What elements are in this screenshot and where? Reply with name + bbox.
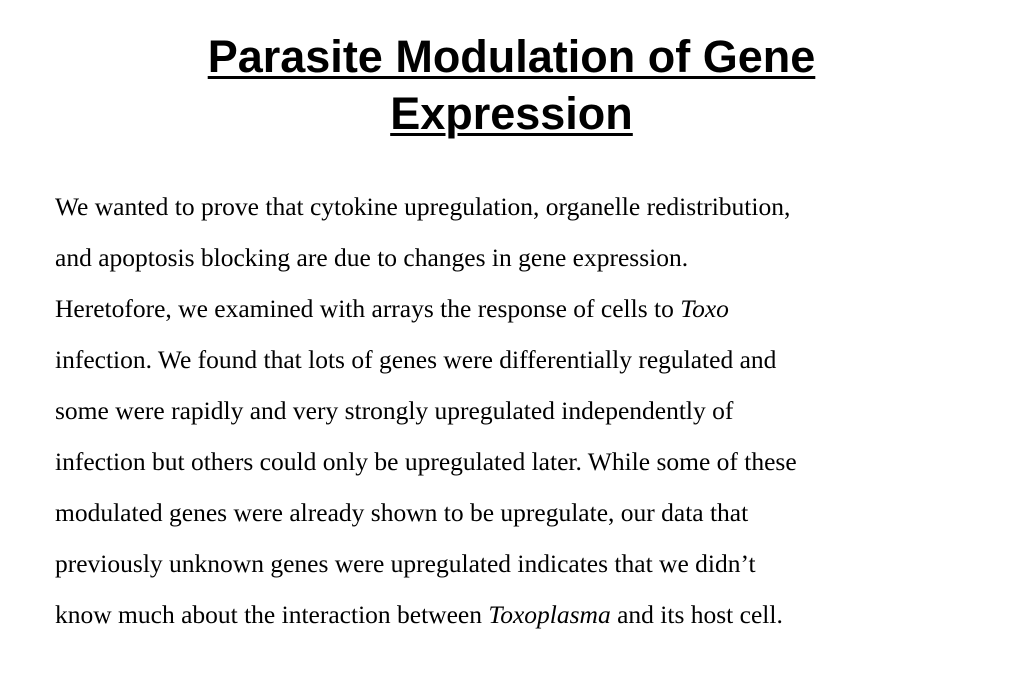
slide-body xyxy=(55,181,985,640)
slide-title-line-1: Parasite Modulation of Gene xyxy=(207,31,816,82)
slide-title-line-2: Expression xyxy=(390,88,633,139)
body-line-4: infection. We found that lots of genes were differentially regulated and xyxy=(55,345,777,374)
body-line-9-after: and its host cell. xyxy=(610,600,783,629)
body-line-2: and apoptosis blocking are due to changes in gene expression. xyxy=(55,243,689,272)
toxo-italic-term: Toxo xyxy=(680,294,729,323)
body-line-1: We wanted to prove that cytokine upregulation, organelle redistribution, xyxy=(55,192,791,221)
body-line-5: some were rapidly and very strongly upregulated independently of xyxy=(55,396,734,425)
body-line-3-text: Heretofore, we examined with arrays the response of cells to xyxy=(55,294,681,323)
body-line-9 xyxy=(55,589,985,640)
slide-title xyxy=(60,28,963,142)
body-line-8: previously unknown genes were upregulated indicates that we didn’t xyxy=(55,549,756,578)
body-line-3 xyxy=(55,283,985,334)
body-line-6: infection but others could only be upregulated later. While some of these xyxy=(55,447,797,476)
body-line-9-before: know much about the interaction between xyxy=(55,600,489,629)
body-line-7: modulated genes were already shown to be upregulate, our data that xyxy=(55,498,749,527)
toxoplasma-italic-term: Toxoplasma xyxy=(488,600,611,629)
